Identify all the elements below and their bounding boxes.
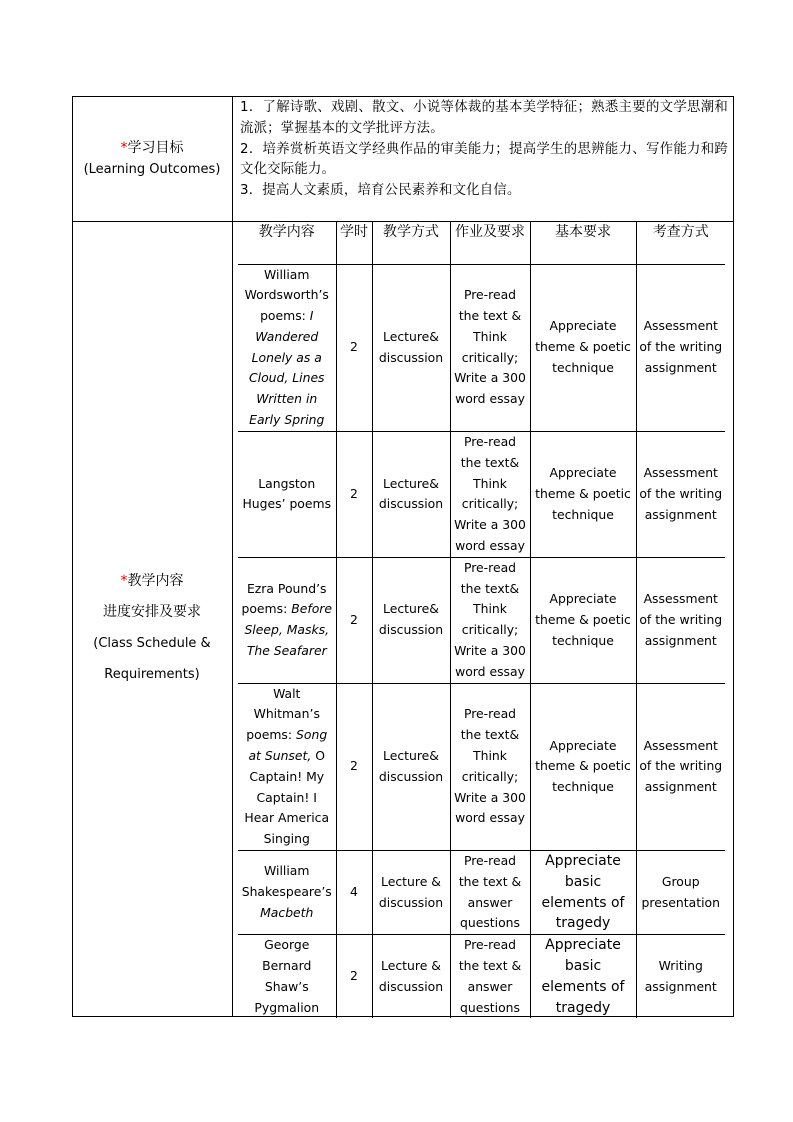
table-row (238, 851, 725, 935)
row-method: Lecture& discussion (372, 431, 450, 557)
schedule-label-en-2: Requirements) (104, 667, 200, 682)
table-row (238, 264, 725, 431)
row-requirement: Appreciate theme & poetic technique (530, 264, 636, 431)
row-homework: Pre-read the text & Think critically; Write a 300 word essay (450, 264, 530, 431)
row-requirement: Appreciate theme & poetic technique (530, 431, 636, 557)
row-content: William Wordsworth’s poems: I Wandered Lonely as a Cloud, Lines Written in Early Spring (238, 264, 336, 431)
row-assessment: Assessment of the writing assignment (636, 683, 725, 850)
row-homework: Pre-read the text& Think critically; Write a 300 word essay (450, 557, 530, 683)
row-hours: 2 (336, 264, 372, 431)
required-mark: * (120, 140, 128, 156)
schedule-table (238, 222, 725, 1018)
outcome-item: 2．培养赏析英语文学经典作品的审美能力；提高学生的思辨能力、写作能力和跨文化交际能力。 (240, 141, 728, 178)
learning-outcomes-label-en: (Learning Outcomes) (83, 162, 221, 177)
row-requirement: Appreciate theme & poetic technique (530, 683, 636, 850)
row-homework: Pre-read the text & answer questions (450, 851, 530, 935)
row-homework: Pre-read the text& Think critically; Write a 300 word essay (450, 431, 530, 557)
row-content: William Shakespeare’s Macbeth (238, 851, 336, 935)
row-assessment: Assessment of the writing assignment (636, 557, 725, 683)
row-content: Ezra Pound’s poems: Before Sleep, Masks, The Seafarer (238, 557, 336, 683)
row-method: Lecture& discussion (372, 264, 450, 431)
header-hours: 学时 (336, 222, 372, 264)
schedule-label-en-1: (Class Schedule & (93, 636, 211, 651)
row-assessment: Assessment of the writing assignment (636, 264, 725, 431)
header-requirement: 基本要求 (530, 222, 636, 264)
outcome-item: 1．了解诗歌、戏剧、散文、小说等体裁的基本美学特征；熟悉主要的文学思潮和流派；掌握基本的文学批评方法。 (240, 100, 728, 136)
table-row (238, 935, 725, 1019)
schedule-label-zh: 教学内容 (127, 573, 184, 589)
row-method: Lecture& discussion (372, 557, 450, 683)
schedule-label (72, 566, 232, 690)
row-requirement: Appreciate basic elements of tragedy (530, 935, 636, 1019)
header-content: 教学内容 (238, 222, 336, 264)
required-mark: * (120, 573, 128, 589)
table-row (238, 431, 725, 557)
row-assessment: Writing assignment (636, 935, 725, 1019)
row-assessment: Group presentation (636, 851, 725, 935)
row-content: Walt Whitman’s poems: Song at Sunset, O Captain! My Captain! I Hear America Singing (238, 683, 336, 850)
row-requirement: Appreciate theme & poetic technique (530, 557, 636, 683)
row-content: Langston Huges’ poems (238, 431, 336, 557)
row-assessment: Assessment of the writing assignment (636, 431, 725, 557)
schedule-label-zh-2: 进度安排及要求 (103, 604, 201, 620)
header-assessment: 考查方式 (636, 222, 725, 264)
table-row (238, 683, 725, 850)
row-method: Lecture & discussion (372, 851, 450, 935)
outcome-item: 3．提高人文素质，培育公民素养和文化自信。 (240, 183, 521, 199)
row-homework: Pre-read the text & answer questions (450, 935, 530, 1019)
row-hours: 2 (336, 557, 372, 683)
header-method: 教学方式 (372, 222, 450, 264)
table-row (238, 557, 725, 683)
row-method: Lecture & discussion (372, 935, 450, 1019)
row-hours: 2 (336, 431, 372, 557)
table-header-row (238, 222, 725, 264)
row-content: George Bernard Shaw’s Pygmalion (238, 935, 336, 1019)
learning-outcomes-list (240, 98, 728, 202)
row-hours: 2 (336, 935, 372, 1019)
row-hours: 2 (336, 683, 372, 850)
row-hours: 4 (336, 851, 372, 935)
learning-outcomes-label (72, 138, 232, 180)
learning-outcomes-label-zh: 学习目标 (127, 140, 184, 156)
header-homework: 作业及要求 (450, 222, 530, 264)
row-method: Lecture& discussion (372, 683, 450, 850)
column-divider (232, 96, 233, 1017)
row-homework: Pre-read the text& Think critically; Write a 300 word essay (450, 683, 530, 850)
row-requirement: Appreciate basic elements of tragedy (530, 851, 636, 935)
